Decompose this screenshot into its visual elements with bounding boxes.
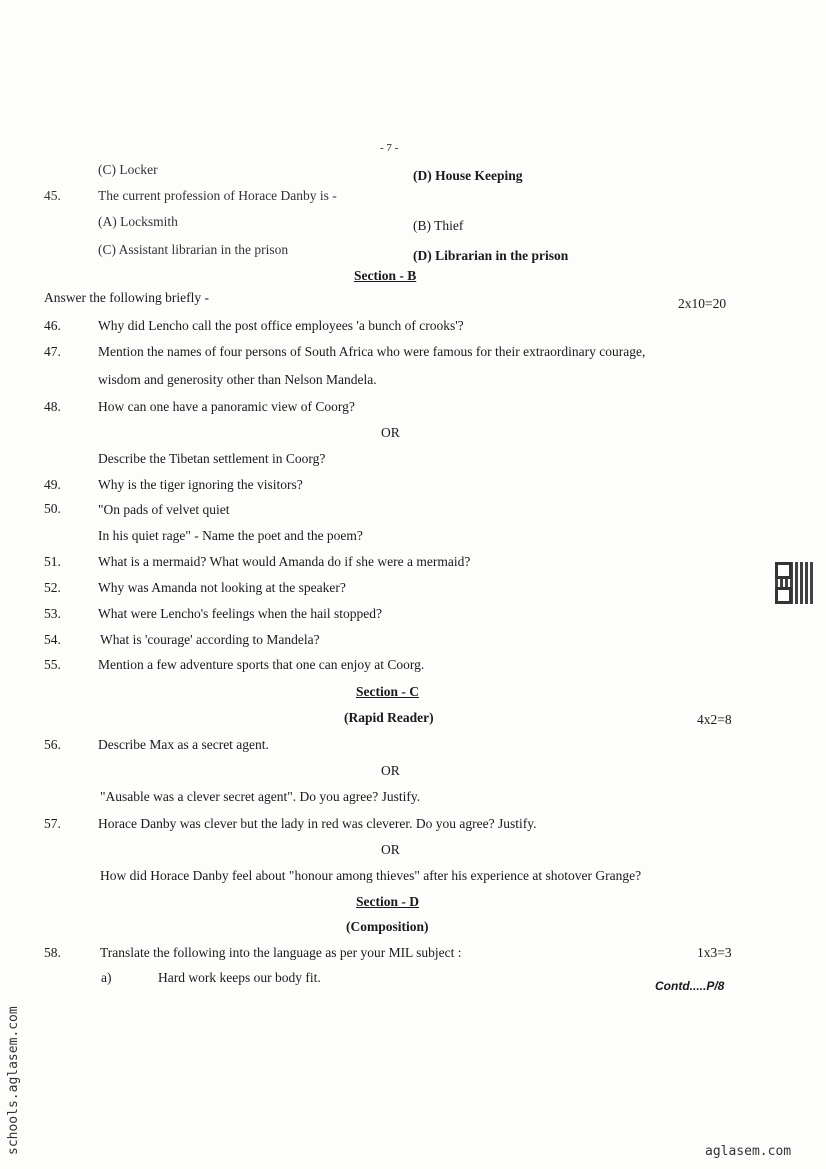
option-d: (D) Librarian in the prison [413, 248, 569, 263]
bottom-watermark: aglasem.com [705, 1144, 792, 1159]
section-b-marks: 2x10=20 [678, 296, 727, 311]
or-label: OR [381, 425, 400, 440]
section-b-title: Section - B [354, 268, 417, 283]
question-number: 55. [44, 657, 61, 672]
question-number: 54. [44, 632, 61, 647]
question-text: What is a mermaid? What would Amanda do if she were a mermaid? [98, 554, 471, 569]
question-text: Mention the names of four persons of South Africa who were famous for their extraordinary courage, [98, 344, 646, 359]
question-text: The current profession of Horace Danby is - [98, 188, 337, 203]
section-c-title: Section - C [356, 684, 419, 699]
page-number: - 7 - [380, 142, 399, 154]
question-number: 49. [44, 477, 61, 492]
question-text: How can one have a panoramic view of Coorg? [98, 399, 355, 414]
question-number: 58. [44, 945, 61, 960]
question-number: 57. [44, 816, 61, 831]
question-number: 47. [44, 344, 61, 359]
question-text: "On pads of velvet quiet [98, 502, 230, 517]
qr-code [775, 562, 815, 604]
option-d: (D) House Keeping [413, 168, 523, 183]
sub-question-text: Hard work keeps our body fit. [158, 970, 321, 985]
question-number: 48. [44, 399, 61, 414]
question-text: wisdom and generosity other than Nelson Mandela. [98, 372, 377, 387]
question-text: "Ausable was a clever secret agent". Do you agree? Justify. [100, 789, 421, 804]
section-b-instruction: Answer the following briefly - [44, 290, 209, 305]
section-c-marks: 4x2=8 [697, 712, 732, 727]
question-text: What is 'courage' according to Mandela? [100, 632, 320, 647]
continued-note: Contd.....P/8 [655, 979, 725, 993]
question-number: 52. [44, 580, 61, 595]
section-d-title: Section - D [356, 894, 419, 909]
side-watermark: schools.aglasem.com [6, 1006, 21, 1155]
q58-marks: 1x3=3 [697, 945, 732, 960]
question-text: What were Lencho's feelings when the hail stopped? [98, 606, 382, 621]
or-label: OR [381, 763, 400, 778]
question-number: 51. [44, 554, 61, 569]
question-number: 50. [44, 501, 61, 516]
question-text: In his quiet rage" - Name the poet and the poem? [98, 528, 363, 543]
question-text: Why did Lencho call the post office employees 'a bunch of crooks'? [98, 318, 464, 333]
section-d-subtitle: (Composition) [346, 919, 429, 934]
option-a: (A) Locksmith [98, 214, 178, 229]
question-text: Horace Danby was clever but the lady in red was cleverer. Do you agree? Justify. [98, 816, 537, 831]
question-text: Why is the tiger ignoring the visitors? [98, 477, 303, 492]
question-number: 53. [44, 606, 61, 621]
question-number: 56. [44, 737, 61, 752]
question-text: Why was Amanda not looking at the speaker? [98, 580, 346, 595]
option-b: (B) Thief [413, 218, 464, 233]
section-c-subtitle: (Rapid Reader) [344, 710, 434, 725]
question-text: Describe the Tibetan settlement in Coorg? [98, 451, 326, 466]
question-text: Translate the following into the language as per your MIL subject : [100, 945, 462, 960]
question-text: Describe Max as a secret agent. [98, 737, 269, 752]
question-text: How did Horace Danby feel about "honour among thieves" after his experience at shotover Grange? [100, 868, 642, 883]
sub-question-label: a) [101, 970, 112, 985]
option-c: (C) Assistant librarian in the prison [98, 242, 289, 257]
option-c: (C) Locker [98, 162, 158, 177]
question-text: Mention a few adventure sports that one can enjoy at Coorg. [98, 657, 425, 672]
question-number: 46. [44, 318, 61, 333]
or-label: OR [381, 842, 400, 857]
question-number: 45. [44, 188, 61, 203]
